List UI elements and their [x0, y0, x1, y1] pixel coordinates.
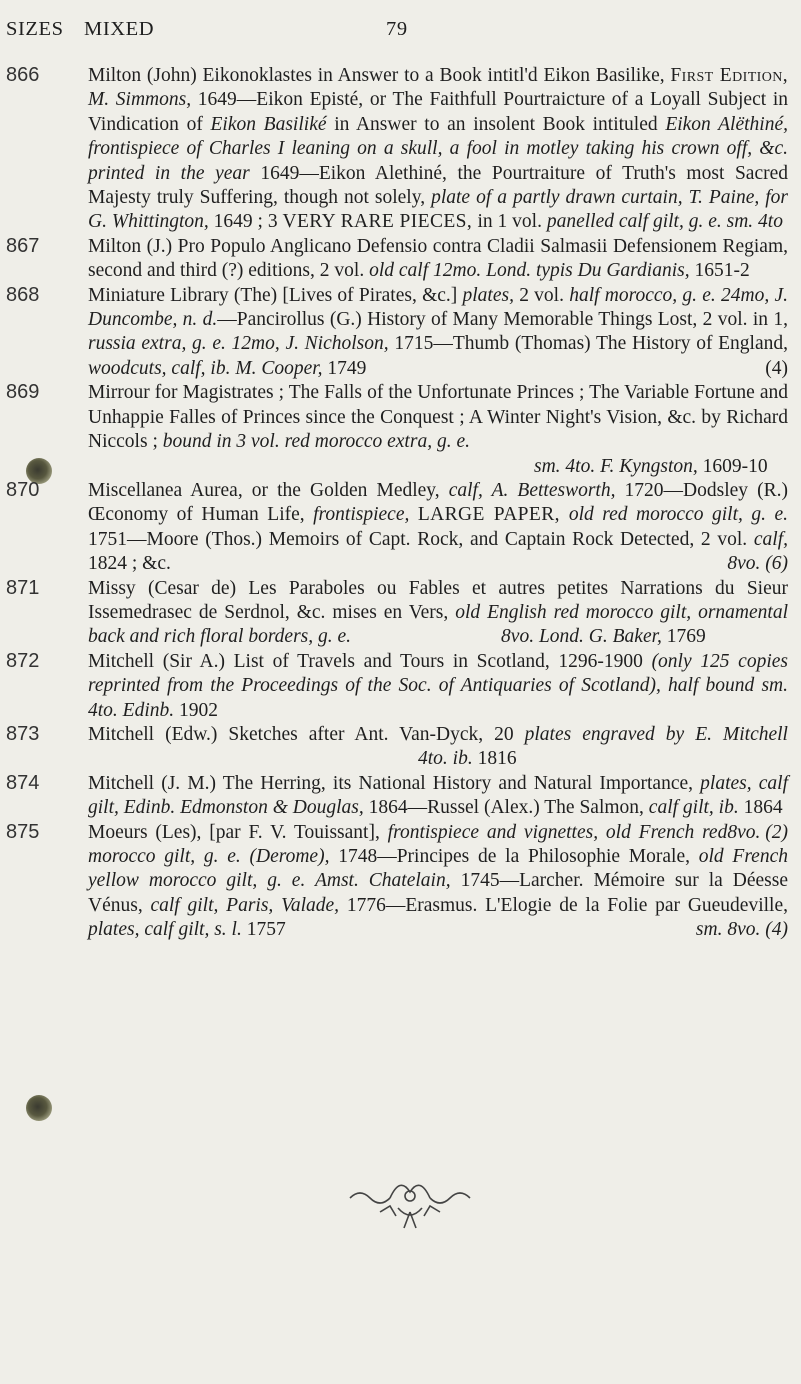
lot-number: 869 — [6, 381, 40, 404]
lot-text: Mirrour for Magistrates ; The Falls of the Unfortunate Princes ; The Variable Fortune and Unhappie Falles of Princes since the Conquest ; A Winter Night's Vision, &c. by Richard Niccols ; — [88, 382, 788, 453]
lot-entry — [0, 64, 801, 235]
lot-text: frontispiece and vignettes, old French red morocco gilt, g. e. (Derome), — [88, 821, 728, 867]
running-header — [0, 18, 801, 48]
lot-entry — [0, 723, 801, 772]
lot-text: LARGE PAPER, — [417, 504, 569, 526]
lot-number: 867 — [6, 234, 40, 257]
lot-description — [88, 577, 788, 650]
lot-format: 4to. — [418, 748, 453, 770]
catalogue-entries — [0, 64, 801, 943]
lot-description — [88, 821, 788, 943]
lot-description — [88, 381, 788, 479]
lot-text: frontispiece, — [313, 504, 418, 526]
lot-text: Eikon Basiliké — [210, 113, 335, 135]
lot-entry — [0, 381, 801, 479]
lot-text: 1864 — [743, 797, 783, 819]
lot-text: calf, — [753, 528, 788, 550]
lot-description — [88, 650, 788, 723]
lot-text: Moeurs (Les), [par F. V. Touissant], — [88, 821, 388, 843]
lot-format: sm. 4to. — [88, 675, 788, 721]
lot-text: 1649—Eikon Alethiné, the Pourtraiture of Truth's most Sacred Majesty truly Suffering, though not solely, — [88, 162, 788, 209]
lot-format: 8vo. — [501, 626, 539, 648]
lot-text: 1902 — [179, 699, 219, 721]
lot-text: Mitchell (Sir A.) List of Travels and Tours in Scotland, 1296-1900 — [88, 650, 652, 672]
header-section: SIZES — [6, 18, 64, 40]
lot-description — [88, 284, 788, 382]
lot-text: 1649 ; 3 — [213, 211, 283, 233]
lot-text: plates, calf gilt, s. l. — [88, 919, 247, 941]
lot-text: plate of a partly drawn curtain, T. Paine, for G. Whittington, — [88, 187, 788, 233]
lot-description — [88, 479, 788, 577]
lot-format: sm. 4to — [721, 211, 783, 233]
lot-text: Milton (J.) Pro Populo Anglicano Defensio contra Cladii Salmasii Defensionem Regiam, second and third (?) editions, 2 vol. — [88, 235, 788, 282]
lot-entry — [0, 650, 801, 723]
lot-text: panelled calf gilt, g. e. — [546, 211, 722, 233]
lot-description — [88, 64, 788, 235]
lot-text: VERY RARE PIECES, — [282, 211, 478, 233]
lot-text: First Edition, — [670, 65, 788, 86]
lot-text: 1757 — [246, 919, 286, 941]
lot-text: 1751—Moore (Thos.) Memoirs of Capt. Rock, and Captain Rock Detected, 2 vol. — [88, 528, 754, 550]
lot-text: Miniature Library (The) [Lives of Pirates, &c.] — [88, 284, 463, 306]
lot-number: 866 — [6, 64, 40, 86]
lot-text: Lond. typis Du Gardianis, — [486, 260, 695, 282]
lot-text: M. Simmons, — [88, 89, 198, 111]
lot-text: bound in 3 vol. red morocco extra, g. e. — [162, 431, 470, 453]
lot-text: Edinb. — [122, 699, 180, 721]
lot-format: 8vo. (6) — [727, 553, 788, 575]
lot-number: 872 — [6, 649, 40, 672]
lot-number: 868 — [6, 283, 40, 306]
lot-text: 1816 — [477, 748, 517, 770]
lot-text: Milton (John) Eikonoklastes in Answer to a Book intitl'd Eikon Basilike, — [88, 65, 671, 86]
lot-text: plates, calf gilt, Edinb. Edmonston & Douglas, — [88, 772, 788, 819]
lot-description — [88, 235, 788, 284]
lot-text: 1609-10 — [702, 455, 768, 477]
lot-number: 873 — [6, 722, 40, 745]
lot-text: old French yellow morocco gilt, g. e. Amst. Chatelain, — [88, 846, 788, 892]
lot-text: —Pancirollus (G.) History of Many Memorable Things Lost, 2 vol. in 1, — [217, 309, 788, 331]
lot-description — [88, 723, 788, 772]
lot-text: plates engraved by E. Mitchell — [524, 723, 788, 745]
lot-text: calf, A. Bettesworth, — [448, 479, 625, 501]
lot-text: plates, — [462, 284, 520, 306]
lot-text: F. Kyngston, — [600, 455, 703, 477]
lot-text: woodcuts, calf, ib. M. Cooper, — [88, 357, 328, 379]
lot-text: 1715—Thumb (Thomas) The History of England, — [394, 333, 788, 355]
lot-text: Missy (Cesar de) Les Paraboles ou Fables et autres petites Narrations du Sieur Issemedrasec de Serdnol, &c. mises en Vers, — [88, 577, 788, 623]
lot-text: Mitchell (J. M.) The Herring, its National History and Natural Importance, — [88, 772, 701, 794]
lot-text: 1651-2 — [694, 260, 750, 282]
lot-text: Eikon Alëthiné, frontispiece of Charles I leaning on a skull, a fool in motley taking his crown off, &c. printed in the year — [88, 113, 788, 184]
lot-text: Mitchell (Edw.) Sketches after Ant. Van-Dyck, 20 — [88, 723, 525, 745]
lot-text: calf gilt, Paris, Valade, — [150, 894, 347, 916]
lot-count: (4) — [765, 357, 788, 379]
lot-text: 1776—Erasmus. L'Elogie de la Folie par Gueudeville, — [346, 894, 788, 916]
lot-text: 1769 — [666, 626, 706, 648]
lot-format: sm. 4to. — [534, 455, 601, 477]
lot-text: ib. — [452, 748, 478, 770]
lot-entry — [0, 821, 801, 943]
ornament-icon — [340, 1168, 480, 1238]
lot-text: old calf — [369, 260, 429, 282]
lot-text: in 1 vol. — [477, 211, 547, 233]
lot-text: Lond. G. Baker, — [538, 626, 667, 648]
lot-text: 2 vol. — [519, 284, 570, 306]
lot-text: (only 125 copies reprinted from the Proceedings of the Soc. of Antiquaries of Scotland), half bound — [88, 650, 788, 697]
lot-format: sm. 8vo. (4) — [695, 919, 788, 941]
lot-text: 1745—Larcher. Mémoire sur la Déesse Vénus, — [88, 870, 788, 916]
lot-number: 870 — [6, 478, 40, 501]
lot-text: 1720—Dodsley (R.) Œconomy of Human Life, — [88, 479, 788, 526]
lot-format: 8vo. (2) — [727, 821, 788, 843]
lot-text: 1748—Principes de la Philosophie Morale, — [338, 846, 699, 867]
lot-text: calf gilt, ib. — [648, 797, 744, 819]
lot-text: russia extra, g. e. 12mo, J. Nicholson, — [88, 333, 395, 355]
lot-entry — [0, 235, 801, 284]
lot-text: 1649—Eikon Episté, or The Faithfull Pourtraicture of a Loyall Subject in Vindication of — [88, 89, 788, 135]
lot-text: in Answer to an insolent Book intituled — [334, 113, 666, 135]
lot-text: Miscellanea Aurea, or the Golden Medley, — [88, 479, 449, 501]
lot-text: old English red morocco gilt, ornamental back and rich floral borders, g. e. — [88, 601, 788, 648]
lot-entry — [0, 479, 801, 577]
lot-text: old red morocco gilt, g. e. — [568, 504, 789, 526]
page-number: 79 — [386, 18, 408, 40]
lot-number: 875 — [6, 820, 40, 843]
lot-number: 874 — [6, 771, 40, 794]
lot-text: half morocco, g. e. 24mo, J. Duncombe, n. d. — [88, 284, 788, 331]
lot-entry — [0, 284, 801, 382]
lot-text: 1824 ; &c. — [88, 553, 171, 575]
lot-number: 871 — [6, 576, 40, 599]
header-subsection: MIXED — [84, 18, 155, 40]
lot-entry — [0, 577, 801, 650]
lot-text: 1864—Russel (Alex.) The Salmon, — [368, 797, 649, 819]
lot-format: 12mo. — [428, 260, 487, 282]
lot-text: 1749 — [327, 357, 367, 379]
binding-hole-icon — [26, 1095, 52, 1121]
